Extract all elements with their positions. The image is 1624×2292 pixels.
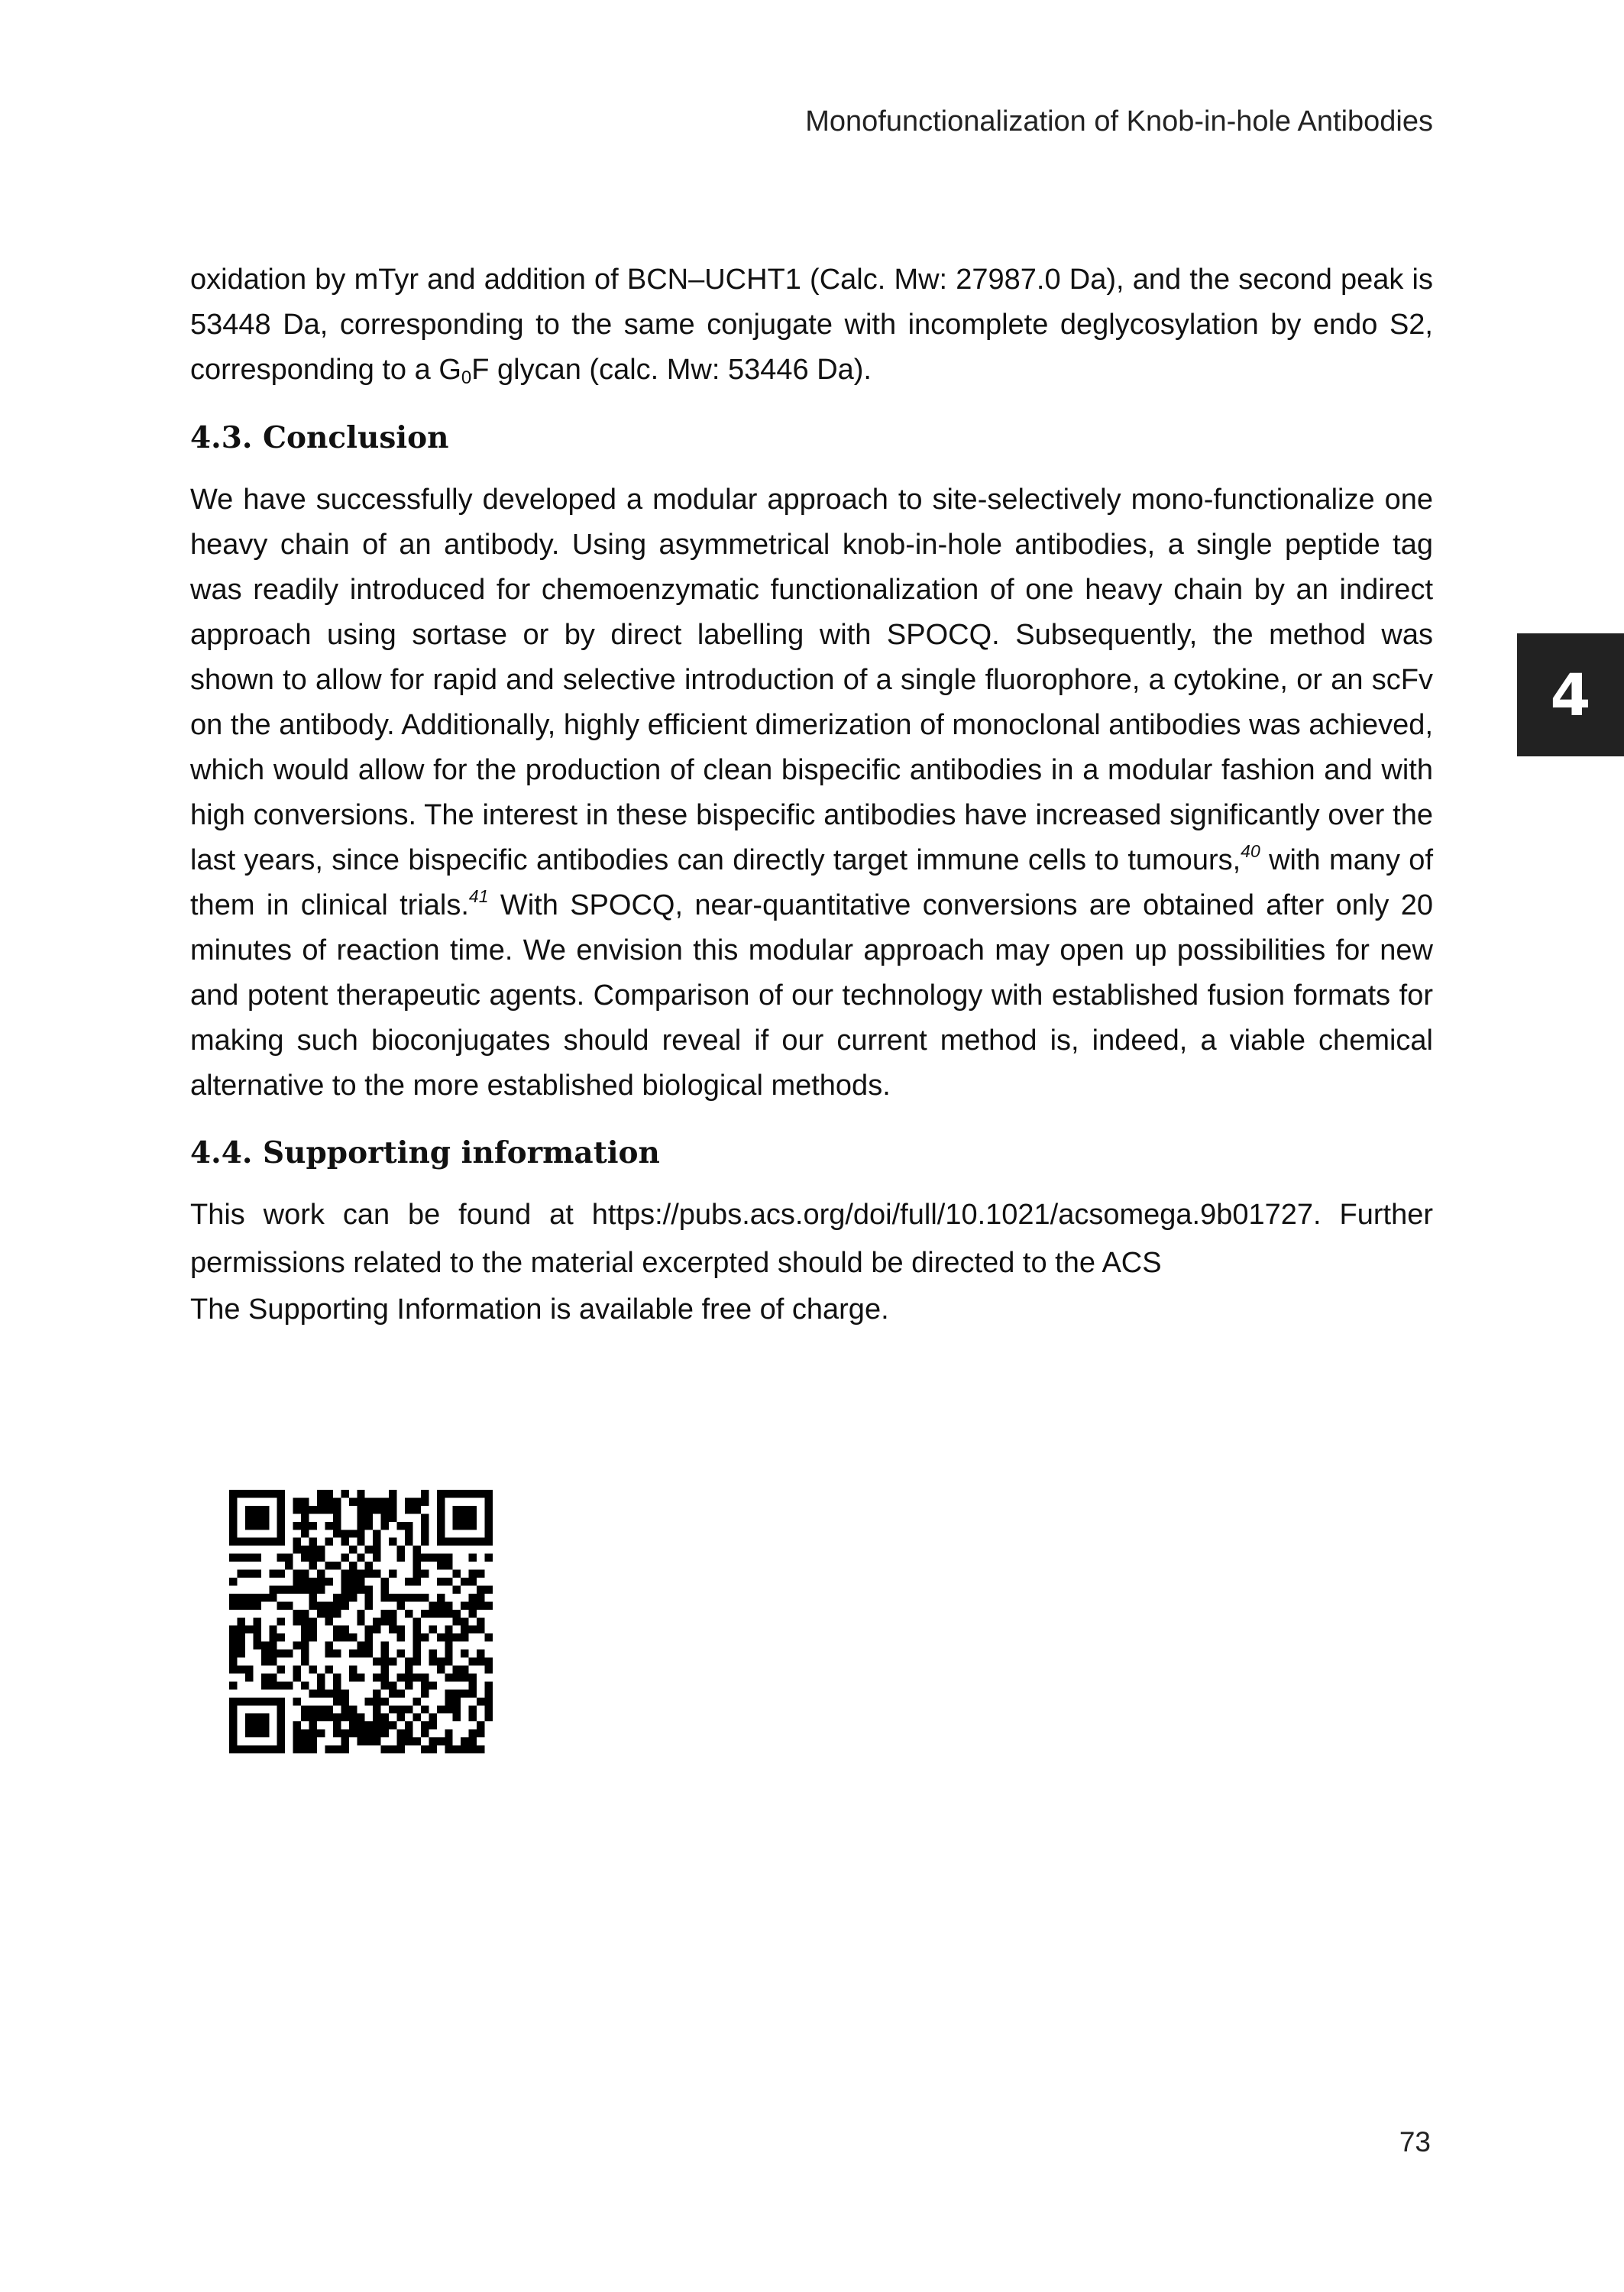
supporting-info-availability: The Supporting Information is available free of charge. — [190, 1293, 889, 1326]
section-heading-supporting-information: 4.4. Supporting information — [190, 1135, 660, 1170]
supporting-info-paragraph: This work can be found at https://pubs.acs.org/doi/full/10.1021/acsomega.9b01727. Further permissions related to the material excerpted should be directed to the ACS — [190, 1199, 1433, 1279]
citation-40: 40 — [1241, 841, 1260, 861]
section-heading-conclusion: 4.3. Conclusion — [190, 420, 449, 455]
intro-paragraph: oxidation by mTyr and addition of BCN–UCHT1 (Calc. Mw: 27987.0 Da), and the second peak is 53448 Da, corresponding to the same conjugate with incomplete deglycosylation by endo S2, corresponding to a $G_0F$ glycan (calc. Mw: 53446 Da). — [190, 264, 1433, 388]
citation-41: 41 — [468, 886, 489, 906]
running-head: Monofunctionalization of Knob-in-hole Antibodies — [805, 105, 1433, 138]
page-body — [190, 257, 1433, 1332]
page-number: 73 — [1399, 2126, 1431, 2158]
subscript-zero: 0 — [461, 367, 472, 388]
conclusion-paragraph: We have successfully developed a modular approach to site-selectively mono-functionalize one heavy chain of an antibody. Using asymmetrical knob-in-hole antibodies, a single peptide tag was readily introduced for chemoenzymatic functionalization of one heavy chain by an indirect approach using sortase or by direct labelling with SPOCQ. Subsequently, the method was shown to allow for rapid and selective introduction of a single fluorophore, a cytokine, or an scFv on the antibody. Additionally, highly efficient dimerization of monoclonal antibodies was achieved, which would allow for the production of clean bispecific antibodies in a modular fashion and with high conversions. The interest in these bispecific antibodies have increased significantly over the last years, since bispecific antibodies can directly target immune cells to tumours,$^{40}$ with many of them in clinical trials.$^{41}$ With SPOCQ, near-quantitative conversions are obtained after only 20 minutes of reaction time. We envision this modular approach may open up possibilities for new and potent therapeutic agents. Comparison of our technology with established fusion formats for making such bioconjugates should reveal if our current method is, indeed, a viable chemical alternative to the more established biological methods. — [190, 484, 1433, 1102]
qr-code-icon[interactable] — [229, 1490, 493, 1753]
chapter-tab: 4 — [1517, 633, 1624, 756]
